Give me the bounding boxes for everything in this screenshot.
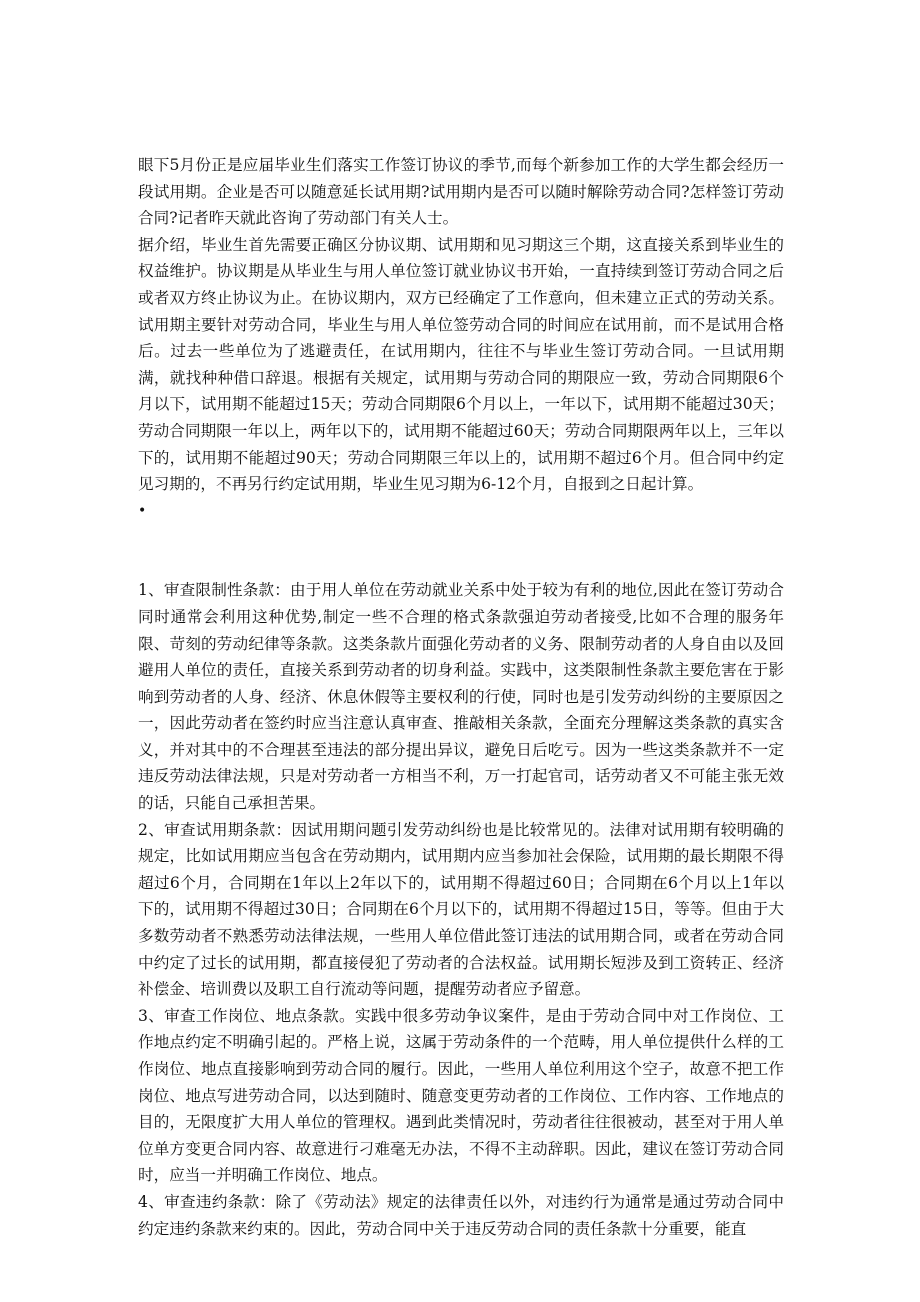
clause-4-paragraph: 4、审查违约条款：除了《劳动法》规定的法律责任以外，对违约行为通常是通过劳动合同中约定违约条款来约束的。因此，劳动合同中关于违反劳动合同的责任条款十分重要，能直 — [138, 1192, 784, 1238]
section-spacer — [138, 524, 784, 577]
bullet-marker: • — [138, 502, 147, 519]
document-page — [138, 152, 784, 1242]
clause-3-paragraph: 3、审查工作岗位、地点条款。实践中很多劳动争议案件，是由于劳动合同中对工作岗位、工作地点约定不明确引起的。严格上说，这属于劳动条件的一个范畴，用人单位提供什么样的工作岗位、地点直接影响到劳动合同的履行。因此，一些用人单位利用这个空子，故意不把工作岗位、地点写进劳动合同，以达到随时、随意变更劳动者的工作岗位、工作内容、工作地点的目的，无限度扩大用人单位的管理权。遇到此类情况时，劳动者往往很被动，甚至对于用人单位单方变更合同内容、故意进行刁难毫无办法，不得不主动辞职。因此，建议在签订劳动合同时，应当一并明确工作岗位、地点。 — [138, 1006, 784, 1185]
clause-2-paragraph: 2、审查试用期条款：因试用期问题引发劳动纠纷也是比较常见的。法律对试用期有较明确的规定，比如试用期应当包含在劳动期内，试用期内应当参加社会保险，试用期的最长期限不得超过6个月，合同期在1年以上2年以下的，试用期不得超过60日；合同期在6个月以上1年以下的，试用期不得超过30日；合同期在6个月以下的，试用期不得超过15日，等等。但由于大多数劳动者不熟悉劳动法律法规，一些用人单位借此签订违法的试用期合同，或者在劳动合同中约定了过长的试用期，都直接侵犯了劳动者的合法权益。试用期长短涉及到工资转正、经济补偿金、培训费以及职工自行流动等问题，提醒劳动者应予留意。 — [138, 820, 784, 999]
intro-paragraph-1: 眼下5月份正是应届毕业生们落实工作签订协议的季节,而每个新参加工作的大学生都会经历一段试用期。企业是否可以随意延长试用期?试用期内是否可以随时解除劳动合同?怎样签订劳动合同?记者昨天就此咨询了劳动部门有关人士。 — [138, 156, 784, 228]
intro-paragraph-2: 据介绍，毕业生首先需要正确区分协议期、试用期和见习期这三个期，这直接关系到毕业生的权益维护。协议期是从毕业生与用人单位签订就业协议书开始，一直持续到签订劳动合同之后或者双方终止协议为止。在协议期内，双方已经确定了工作意向，但未建立正式的劳动关系。试用期主要针对劳动合同，毕业生与用人单位签劳动合同的时间应在试用前，而不是试用合格后。过去一些单位为了逃避责任，在试用期内，往往不与毕业生签订劳动合同。一旦试用期满，就找种种借口辞退。根据有关规定，试用期与劳动合同的期限应一致，劳动合同期限6个月以下，试用期不能超过15天；劳动合同期限6个月以上，一年以下，试用期不能超过30天；劳动合同期限一年以上，两年以下的，试用期不能超过60天；劳动合同期限两年以上，三年以下的，试用期不能超过90天；劳动合同期限三年以上的，试用期不超过6个月。但合同中约定见习期的，不再另行约定试用期，毕业生见习期为6-12个月，自报到之日起计算。 — [138, 235, 784, 494]
clause-1-paragraph: 1、审查限制性条款：由于用人单位在劳动就业关系中处于较为有利的地位,因此在签订劳动合同时通常会利用这种优势,制定一些不合理的格式条款强迫劳动者接受,比如不合理的服务年限、苛刻的劳动纪律等条款。这类条款片面强化劳动者的义务、限制劳动者的人身自由以及回避用人单位的责任，直接关系到劳动者的切身利益。实践中，这类限制性条款主要危害在于影响到劳动者的人身、经济、休息休假等主要权利的行使，同时也是引发劳动纠纷的主要原因之一，因此劳动者在签约时应当注意认真审查、推敲相关条款，全面充分理解这类条款的真实含义，并对其中的不合理甚至违法的部分提出异议，避免日后吃亏。因为一些这类条款并不一定违反劳动法律法规，只是对劳动者一方相当不利，万一打起官司，话劳动者又不可能主张无效的话，只能自己承担苦果。 — [138, 581, 784, 813]
